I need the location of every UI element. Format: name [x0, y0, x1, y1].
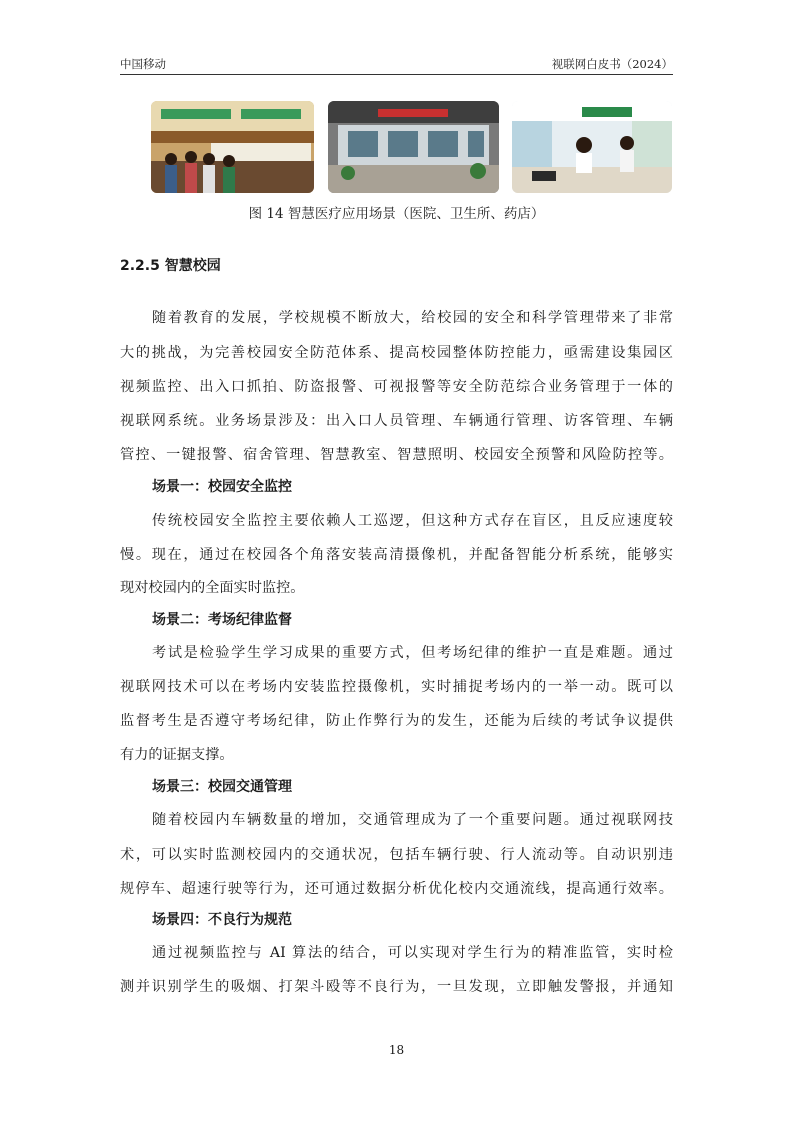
paragraph-line: 随着教育的发展，学校规模不断放大，给校园的安全和科学管理带来了非常 — [152, 310, 673, 326]
header-rule — [120, 74, 673, 75]
scene-heading: 场景一：校园安全监控 — [152, 479, 292, 495]
page-header — [120, 56, 673, 74]
paragraph-line: 有力的证据支撑。 — [120, 747, 234, 763]
header-doc-title: 视联网白皮书（2024） — [551, 57, 673, 71]
page-number: 18 — [388, 1043, 405, 1057]
paragraph-line: 随着校园内车辆数量的增加，交通管理成为了一个重要问题。通过视联网技 — [152, 812, 673, 828]
paragraph-line: 慢。现在，通过在校园各个角落安装高清摄像机，并配备智能分析系统，能够实 — [120, 547, 673, 563]
section-title: 2.2.5 智慧校园 — [120, 258, 221, 274]
paragraph-line: 测并识别学生的吸烟、打架斗殴等不良行为，一旦发现，立即触发警报，并通知 — [120, 979, 673, 995]
paragraph-line: 术，可以实时监测校园内的交通状况，包括车辆行驶、行人流动等。自动识别违 — [120, 847, 673, 863]
hospital-photo — [151, 101, 314, 193]
scene-heading: 场景四：不良行为规范 — [152, 912, 292, 928]
paragraph-line: 规停车、超速行驶等行为，还可通过数据分析优化校内交通流线，提高通行效率。 — [120, 881, 673, 897]
clinic-photo — [328, 101, 499, 193]
figure-photos — [151, 101, 672, 193]
scene-heading: 场景二：考场纪律监督 — [152, 612, 292, 628]
pharmacy-photo — [512, 101, 672, 193]
paragraph-line: 考试是检验学生学习成果的重要方式，但考场纪律的维护一直是难题。通过 — [152, 645, 673, 661]
paragraph-line: 监督考生是否遵守考场纪律，防止作弊行为的发生，还能为后续的考试争议提供 — [120, 713, 673, 729]
paragraph-line: 大的挑战，为完善校园安全防范体系、提高校园整体防控能力，亟需建设集园区 — [120, 345, 673, 361]
header-org: 中国移动 — [120, 57, 166, 71]
paragraph-line: 通过视频监控与 AI 算法的结合，可以实现对学生行为的精准监管，实时检 — [152, 945, 673, 961]
paragraph-line: 视频监控、出入口抓拍、防盗报警、可视报警等安全防范综合业务管理于一体的 — [120, 379, 673, 395]
paragraph-line: 传统校园安全监控主要依赖人工巡逻，但这种方式存在盲区，且反应速度较 — [152, 513, 673, 529]
paragraph-line: 现对校园内的全面实时监控。 — [120, 580, 305, 596]
paragraph-line: 视联网系统。业务场景涉及：出入口人员管理、车辆通行管理、访客管理、车辆 — [120, 413, 673, 429]
figure-caption: 图 14 智慧医疗应用场景（医院、卫生所、药店） — [248, 206, 545, 222]
paragraph-line: 视联网技术可以在考场内安装监控摄像机，实时捕捉考场内的一举一动。既可以 — [120, 679, 673, 695]
scene-heading: 场景三：校园交通管理 — [152, 779, 292, 795]
paragraph-line: 管控、一键报警、宿舍管理、智慧教室、智慧照明、校园安全预警和风险防控等。 — [120, 447, 673, 463]
